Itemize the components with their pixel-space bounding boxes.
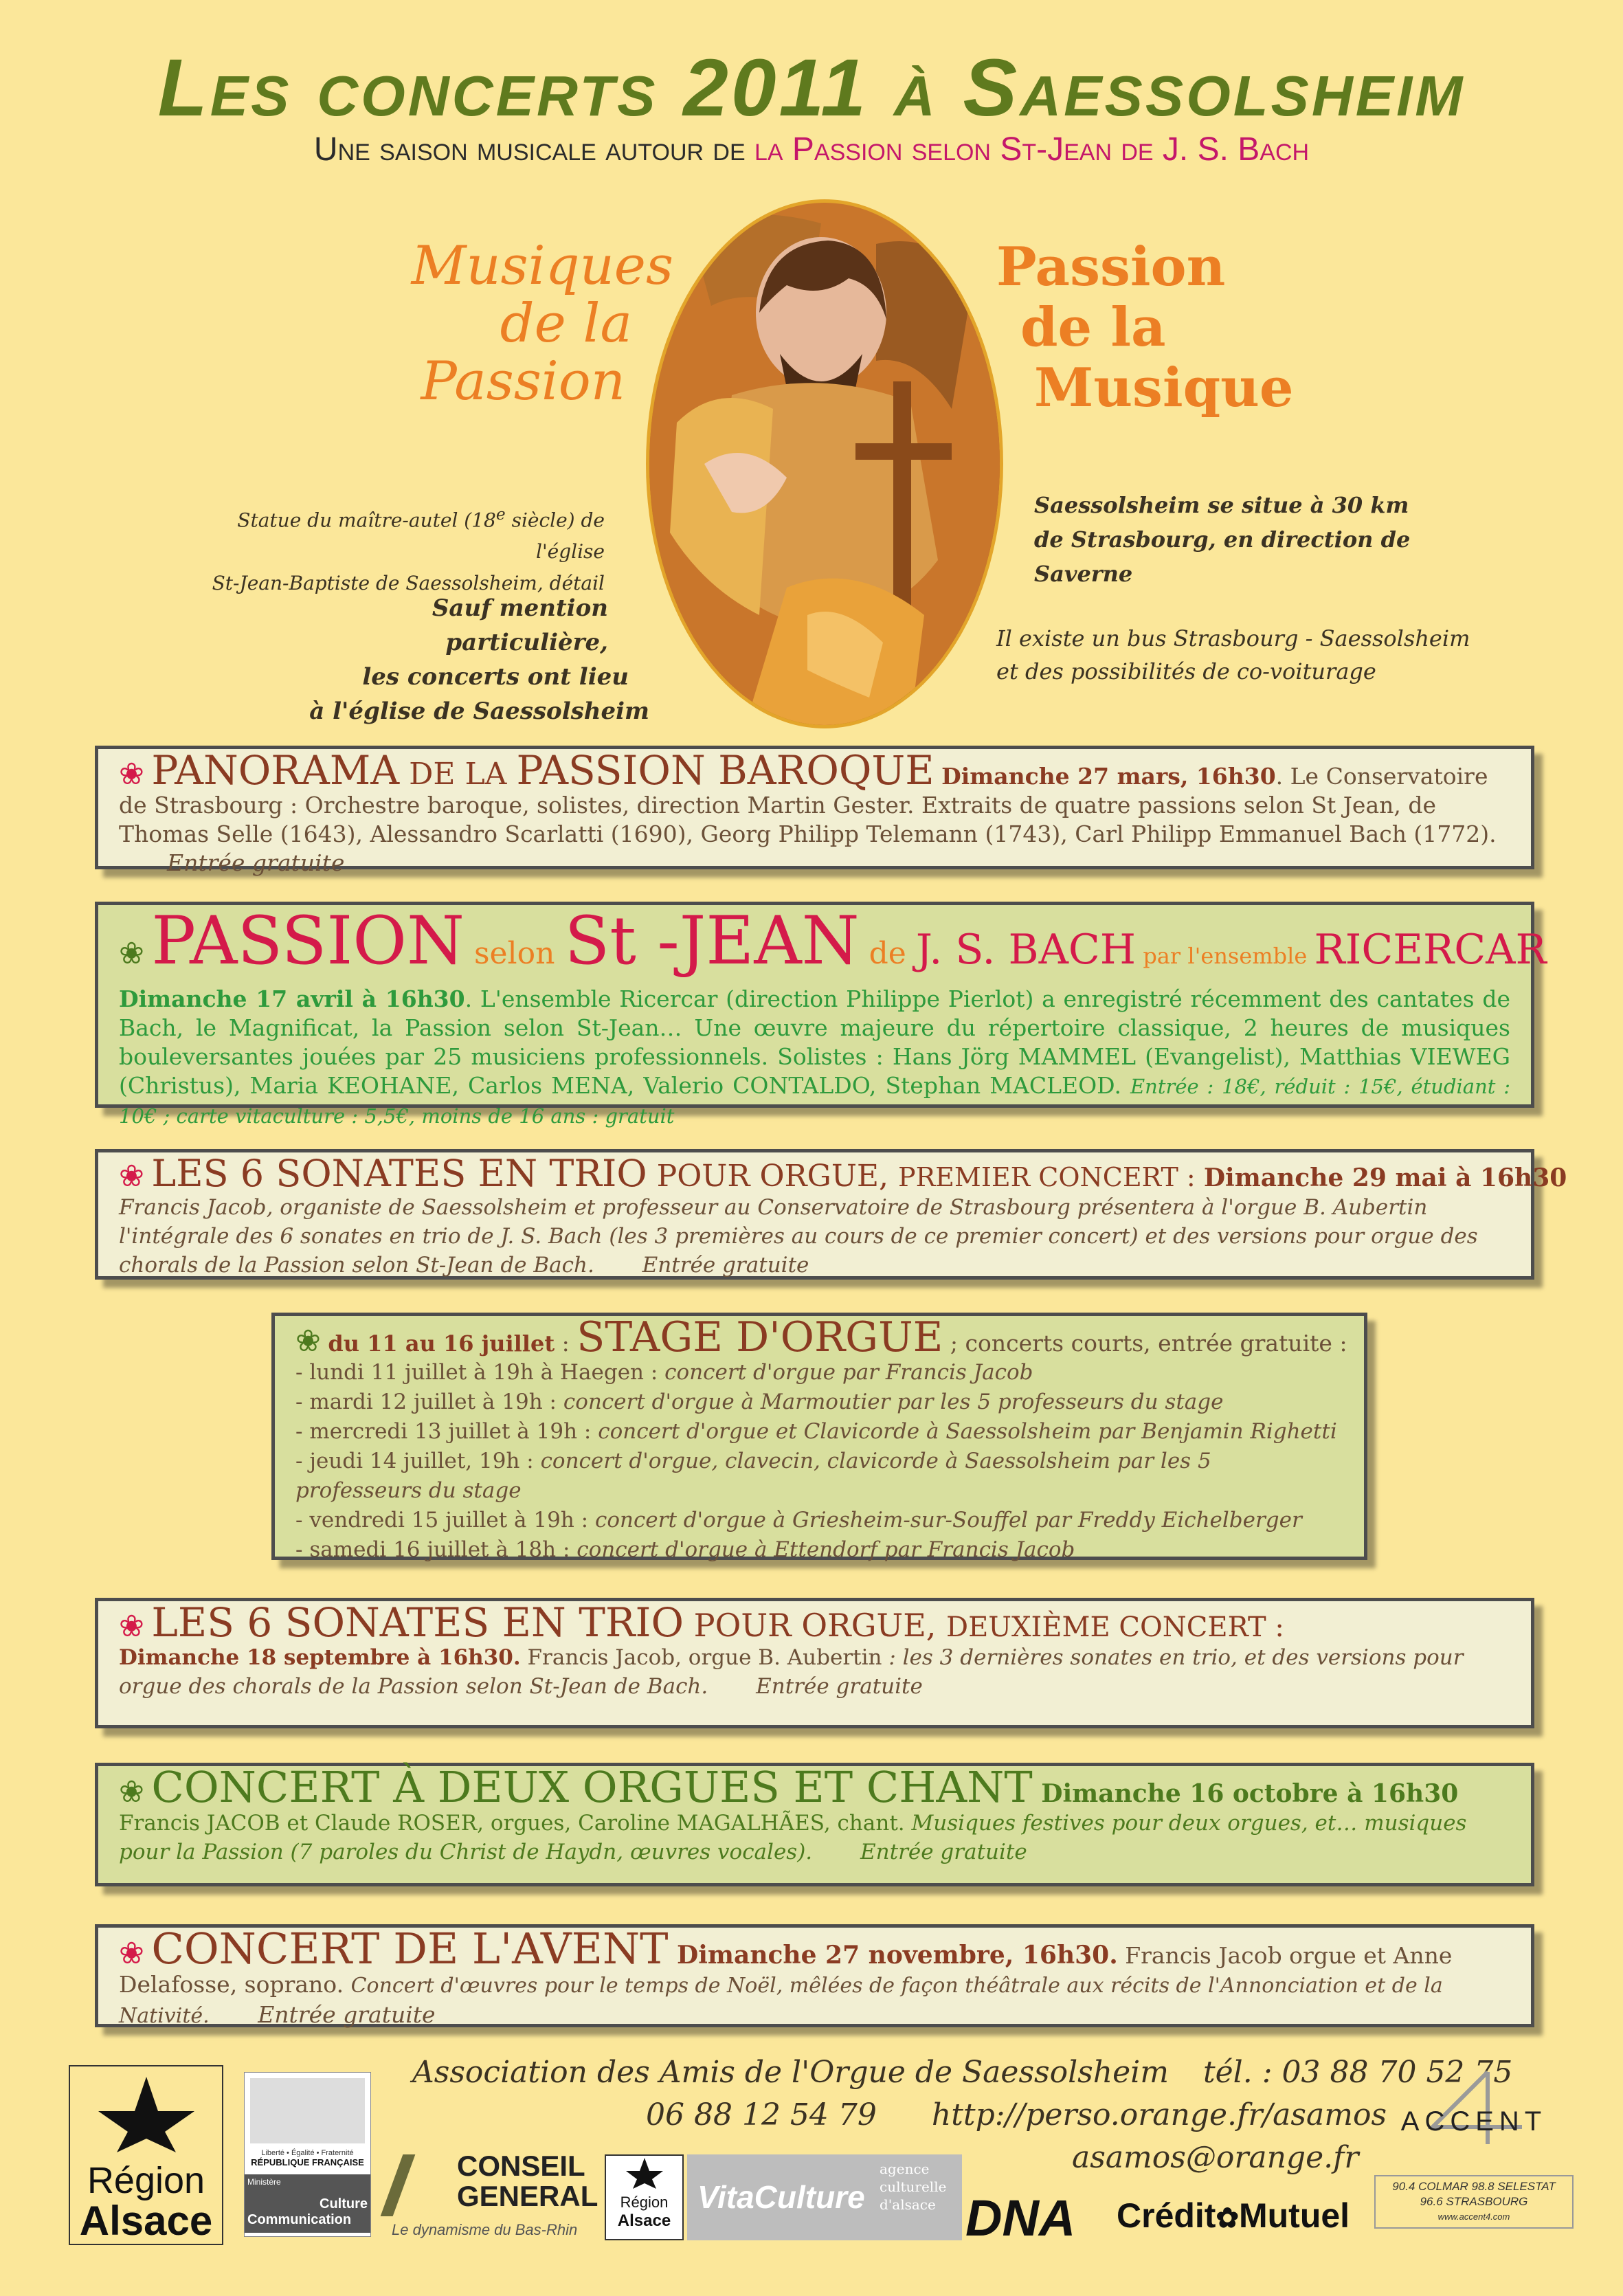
statue-caption-line: St-Jean-Baptiste de Saessolsheim, détail — [212, 572, 605, 595]
concert-title: STAGE D'ORGUE — [577, 1313, 943, 1361]
concert-title: CONCERT DE L'AVENT — [151, 1924, 669, 1974]
concert-text — [119, 1193, 1510, 1280]
entry-info: Entrée gratuite — [860, 1840, 1027, 1864]
concert-description: Francis JACOB et Claude ROSER, orgues, Caroline MAGALHÃES, chant. — [119, 1811, 912, 1836]
stage-line: - samedi 16 juillet à 18h : concert d'orgue à Ettendorf par Francis Jacob — [295, 1537, 1075, 1562]
flower-icon: ❀ — [119, 936, 144, 971]
concert-title: PASSION — [151, 902, 464, 979]
distance-line: Saessolsheim se situe à 30 km — [1034, 492, 1409, 518]
tagline-right — [996, 237, 1340, 419]
concert-heading — [119, 902, 1547, 985]
statue-image — [646, 199, 1003, 728]
stage-line: - jeudi 14 juillet, 19h : concert d'orgue, clavecin, clavicorde à Saessolsheim par les 5 professeurs du stage — [295, 1449, 1211, 1503]
logo-text: Le dynamisme du Bas-Rhin — [392, 2221, 578, 2238]
concert-title-part: selon — [464, 936, 565, 971]
concert-heading — [295, 1313, 1347, 1361]
contact-line — [412, 2094, 1409, 2137]
concert-title-part: de — [859, 936, 916, 971]
website-link[interactable]: http://perso.orange.fr/asamos — [931, 2097, 1387, 2132]
flower-icon: ❀ — [295, 1324, 321, 1359]
concert-description: . L'ensemble Ricercar (direction Philippe Pierlot) a enregistré récemment des cantates de Bach, le Magnificat, la Passion selon St-Jean… Une œuvre majeure du répertoire classique, 2 heures de musiques bouleversantes jouées par 25 musiciens professionnels. Solistes : Hans Jörg MAMMEL (Evangelist), Matthias VIEWEG (Christus), Maria KEOHANE, Carlos MENA, Valerio CONTALDO, Stephan MACLEOD. — [119, 985, 1510, 1099]
distance-note — [1034, 488, 1515, 591]
vitaculture-logo — [687, 2154, 962, 2240]
entry-info: Entrée gratuite — [756, 1674, 923, 1699]
concert-date: Dimanche 27 novembre, 16h30. — [668, 1941, 1118, 1970]
concert-box-panorama — [95, 746, 1534, 876]
logo-text: RÉPUBLIQUE FRANÇAISE — [251, 2157, 364, 2167]
concert-title: CONCERT À DEUX ORGUES ET CHANT — [151, 1762, 1033, 1812]
dna-logo: DNA — [965, 2189, 1076, 2247]
concert-text — [119, 985, 1510, 1130]
concert-description-italic: Concert d'œuvres pour le temps de Noël, mêlées de façon théâtrale aux récits de l'Annonciation et de la Nativité. — [119, 1974, 1443, 2028]
marianne-icon — [250, 2078, 365, 2143]
flower-icon: ❀ — [119, 1936, 144, 1971]
contact-line — [412, 2051, 1513, 2094]
concert-heading — [119, 1599, 1510, 1646]
stage-line: - mardi 12 juillet à 19h : concert d'orgue à Marmoutier par les 5 professeurs du stage — [295, 1390, 1224, 1414]
concert-text — [119, 1643, 1510, 1701]
tagline-right-line: Musique — [1034, 357, 1294, 419]
concert-box-deux-orgues — [95, 1763, 1534, 1886]
logo-text: Région — [620, 2194, 669, 2211]
statue-caption-line: Statue du maître-autel (18e siècle) de l'église — [237, 504, 605, 564]
flower-icon: ❀ — [119, 1609, 144, 1644]
entry-info: Entrée gratuite — [642, 1253, 809, 1278]
concert-date: Dimanche 27 mars, 16h30 — [941, 763, 1276, 790]
logo-text: agence culturelle d'alsace — [880, 2161, 947, 2213]
entry-info: Entrée gratuite — [167, 849, 345, 876]
concert-text — [119, 1809, 1510, 1866]
flower-icon: ❀ — [119, 1159, 144, 1194]
concert-heading — [119, 1762, 1510, 1812]
statue-caption — [206, 498, 605, 599]
concert-title-part: par l'ensemble — [1136, 943, 1314, 969]
tagline-right-line: Passion — [996, 236, 1226, 298]
concert-heading — [119, 1152, 1567, 1195]
concert-title-part: J. S. BACH — [915, 926, 1137, 974]
distance-line: de Strasbourg, en direction de Saverne — [1034, 526, 1411, 587]
concert-description: ; concerts courts, entrée gratuite : — [943, 1330, 1347, 1357]
ministere-block — [245, 2174, 370, 2233]
entry-prices: Entrée : 18€, réduit : 15€, étudiant : 10€ ; carte vitaculture : 5,5€, moins de 16 ans : gratuit — [119, 1075, 1510, 1128]
email-link[interactable]: asamos@orange.fr — [1072, 2140, 1359, 2175]
concert-box-avent — [95, 1924, 1534, 2027]
tagline-left-line: Passion — [421, 350, 625, 412]
concert-title-part: POUR ORGUE, — [684, 1607, 947, 1644]
logo-text: Ministère — [247, 2177, 281, 2187]
cm-icon: ✿ — [1216, 2203, 1239, 2233]
concert-description-italic: Musiques festives pour deux orgues, et… musiques pour la Passion (7 paroles du Christ de Haydn, œuvres vocales). — [119, 1811, 1467, 1864]
concert-title-part: DE LA — [399, 757, 517, 792]
radio-frequencies: 90.4 COLMAR 98.8 SELESTAT 96.6 STRASBOURG www.accent4.com — [1374, 2175, 1574, 2229]
concert-title-part: POUR ORGUE, — [647, 1159, 898, 1194]
concert-date: Dimanche 17 avril à 16h30 — [119, 985, 465, 1012]
logo-text: ACCENT — [1400, 2106, 1547, 2137]
concert-title-part: RICERCAR — [1314, 926, 1547, 974]
concert-date: Dimanche 18 septembre à 16h30. — [119, 1645, 521, 1670]
association-name: Association des Amis de l'Orgue de Saessolsheim — [412, 2055, 1169, 2090]
star-icon — [95, 2073, 198, 2156]
logo-text: Liberté • Égalité • Fraternité — [261, 2149, 354, 2157]
tagline-right-line: de la — [1020, 296, 1166, 359]
concert-box-sonates-1 — [95, 1149, 1567, 1280]
republique-francaise-logo — [244, 2072, 371, 2237]
accent-radio-logo — [1374, 2069, 1574, 2244]
concert-title-part: St -JEAN — [564, 902, 860, 979]
concert-description: Francis Jacob orgue et Anne Delafosse, soprano. — [119, 1942, 1453, 1998]
flower-icon: ❀ — [119, 1774, 144, 1809]
mobile-phone: 06 88 12 54 79 — [646, 2097, 877, 2132]
stage-line: - mercredi 13 juillet à 19h : concert d'orgue et Clavicorde à Saessolsheim par Benjamin Righetti — [295, 1419, 1337, 1444]
tagline-left-line: de la — [500, 293, 632, 355]
logo-text: Culture — [320, 2196, 368, 2211]
logo-text: Communication — [247, 2212, 352, 2227]
concert-title: PANORAMA — [151, 747, 400, 794]
concert-box-stage — [271, 1313, 1367, 1560]
concert-title-part: PASSION BAROQUE — [516, 747, 934, 794]
stage-line: - lundi 11 juillet à 19h à Haegen : concert d'orgue par Francis Jacob — [295, 1360, 1033, 1385]
bus-line: et des possibilités de co-voiturage — [996, 658, 1376, 684]
location-note — [278, 591, 649, 728]
concert-title: LES 6 SONATES EN TRIO — [151, 1152, 647, 1195]
flower-icon: ❀ — [119, 757, 144, 792]
entry-info: Entrée gratuite — [258, 2001, 436, 2028]
location-line: Sauf mention particulière, — [432, 594, 608, 656]
page-title: Les concerts 2011 à Saessolsheim — [157, 43, 1466, 133]
concert-date: Dimanche 16 octobre à 16h30 — [1032, 1779, 1459, 1808]
concert-box-passion — [95, 902, 1547, 1128]
region-alsace-small-logo — [605, 2154, 684, 2240]
bus-line: Il existe un bus Strasbourg - Saessolsheim — [996, 625, 1470, 651]
subtitle-highlight: la Passion selon St-Jean de J. S. Bach — [754, 131, 1310, 168]
page-subtitle — [0, 131, 1623, 168]
separator: : — [555, 1330, 577, 1357]
credit-mutuel-logo: Crédit✿Mutuel — [1117, 2196, 1350, 2235]
logo-text: VitaCulture — [697, 2179, 865, 2215]
concert-text — [119, 1924, 1510, 2031]
location-line: les concerts ont lieu — [362, 663, 629, 691]
superscript: e — [495, 504, 506, 524]
star-icon — [624, 2156, 665, 2190]
logo-text: CONSEIL GENERAL — [457, 2150, 598, 2212]
concert-description: . Le Conservatoire de Strasbourg : Orchestre baroque, solistes, direction Martin Gester. Extraits de quatre passions selon St Jean, de Thomas Selle (1643), Alessandro Scarlatti (1690), Georg Philipp Telemann (1743), Carl Philipp Emmanuel Bach (1772). — [119, 763, 1497, 847]
stage-line: - vendredi 15 juillet à 19h : concert d'orgue à Griesheim-sur-Souffel par Freddy Eichelberger — [295, 1508, 1302, 1532]
location-line: à l'église de Saessolsheim — [309, 698, 649, 725]
concert-date: Dimanche 29 mai à 16h30 — [1203, 1163, 1567, 1192]
concert-box-sonates-2 — [95, 1598, 1534, 1728]
conseil-general-logo — [392, 2151, 598, 2244]
logo-text: Alsace — [79, 2198, 213, 2244]
subtitle-prefix: Une saison musicale autour de — [313, 131, 754, 168]
logo-text: Alsace — [617, 2211, 671, 2230]
concert-title-part: DEUXIÈME CONCERT : — [946, 1612, 1284, 1643]
concert-description: Francis Jacob, organiste de Saessolsheim et professeur au Conservatoire de Strasbourg présentera à l'orgue B. Aubertin l'intégrale des 6 sonates en trio de J. S. Bach (les 3 premières au cours de ce premier concert) et des versions pour orgue des chorals de la Passion selon St-Jean de Bach. — [119, 1195, 1478, 1278]
tagline-left-line: Musiques — [411, 235, 673, 297]
concert-text — [119, 747, 1510, 878]
bus-note — [996, 622, 1477, 688]
concert-title-part: PREMIER CONCERT : — [898, 1162, 1204, 1192]
statue-illustration — [649, 203, 1000, 725]
concert-description-italic: : les 3 dernières sonates en trio, et des versions pour orgue des chorals de la Passion selon St-Jean de Bach. — [119, 1645, 1464, 1699]
concert-date: du 11 au 16 juillet — [328, 1330, 555, 1357]
logo-text: Région — [87, 2160, 205, 2201]
concert-description: Francis Jacob, orgue B. Aubertin — [520, 1645, 889, 1670]
phone: tél. : 03 88 70 52 75 — [1202, 2055, 1513, 2090]
tagline-left — [385, 237, 673, 410]
region-alsace-logo — [69, 2065, 223, 2245]
concert-title: LES 6 SONATES EN TRIO — [151, 1599, 684, 1646]
